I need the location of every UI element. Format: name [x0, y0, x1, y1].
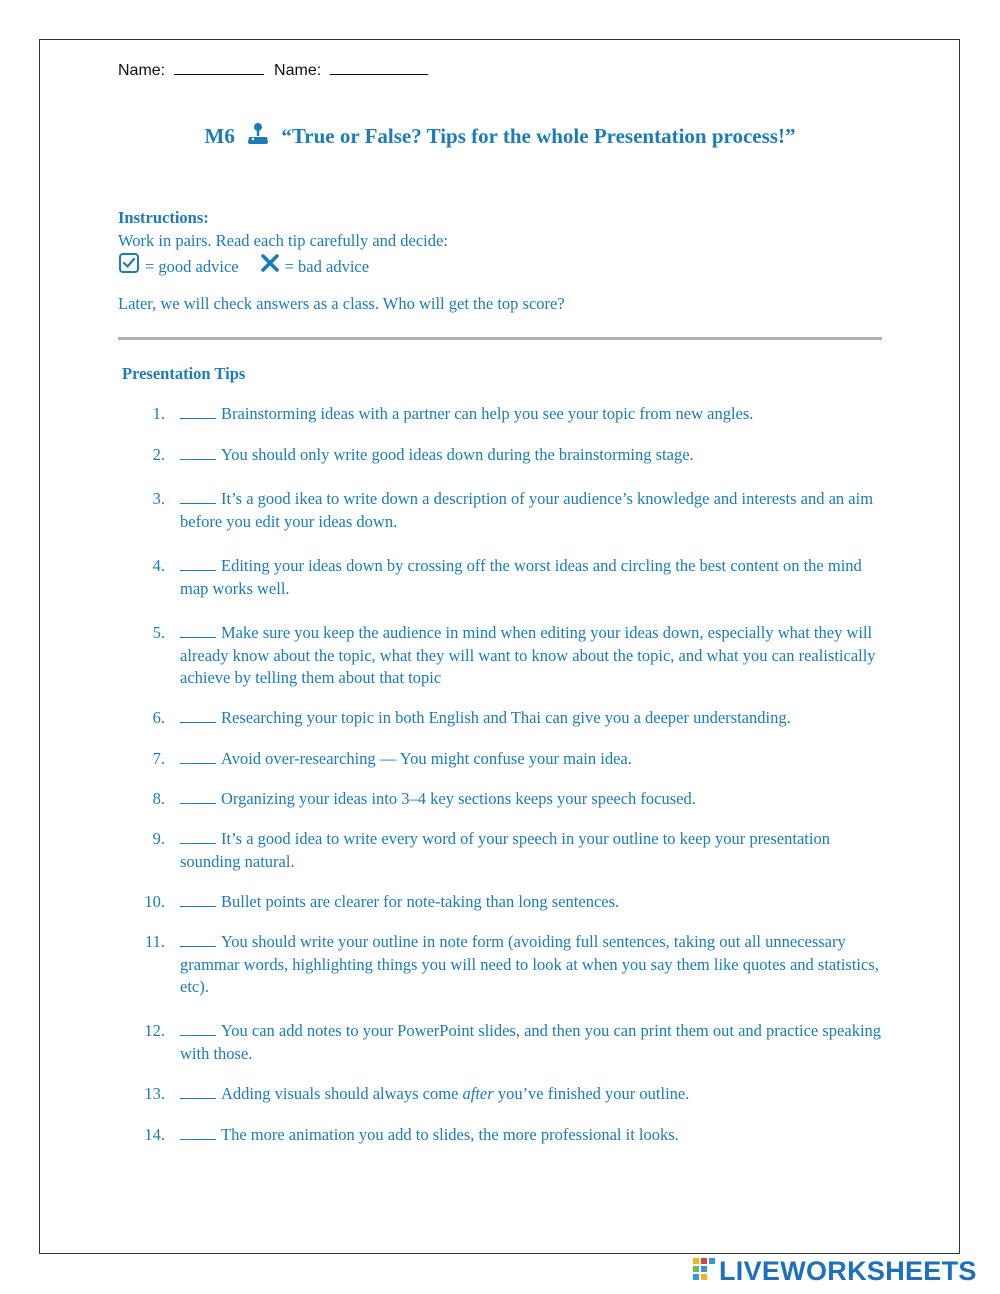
tip-text-emphasis: after — [462, 1084, 494, 1103]
tip-number: 7. — [152, 749, 165, 768]
answer-blank[interactable] — [180, 708, 216, 723]
answer-blank[interactable] — [180, 404, 216, 419]
tip-text — [180, 1083, 892, 1106]
tip-text-body: You should write your outline in note form (avoiding full sentences, taking out all unnecessary grammar words, highlighting things you will need to look at when you say them like quotes and statistics, etc). — [180, 932, 879, 996]
tip-text-body: Bullet points are clearer for note-taking than long sentences. — [221, 892, 620, 911]
answer-blank[interactable] — [180, 1084, 216, 1099]
good-advice-label: = good advice — [145, 256, 239, 276]
liveworksheets-logo — [692, 1256, 977, 1287]
name-input-2[interactable] — [330, 60, 428, 75]
title-text: “True or False? Tips for the whole Presentation process!” — [281, 124, 796, 148]
tip-number: 3. — [152, 489, 165, 508]
tip-text — [180, 1124, 892, 1147]
tip-text-body: Adding visuals should always come — [221, 1084, 463, 1103]
tip-text-body: The more animation you add to slides, the more professional it looks. — [221, 1125, 679, 1144]
name-input-1[interactable] — [174, 60, 264, 75]
tip-text — [180, 707, 892, 730]
tip-number: 6. — [152, 708, 165, 727]
legend-row — [118, 252, 565, 280]
tip-text-body: Organizing your ideas into 3–4 key sections keeps your speech focused. — [221, 789, 696, 808]
tip-number: 11. — [144, 932, 165, 951]
liveworksheets-logo-icon — [692, 1257, 716, 1286]
tip-text-body: Avoid over-researching — You might confuse your main idea. — [221, 749, 632, 768]
worksheet-title — [0, 122, 1000, 152]
section-title: Presentation Tips — [122, 364, 246, 383]
answer-blank[interactable] — [180, 1125, 216, 1140]
tip-number: 9. — [152, 829, 165, 848]
answer-blank[interactable] — [180, 556, 216, 571]
name-fields — [118, 60, 428, 80]
tip-text — [180, 891, 892, 914]
tip-text-body-end: you’ve finished your outline. — [493, 1084, 690, 1103]
joystick-icon — [246, 122, 270, 152]
tip-text-body: Brainstorming ideas with a partner can help you see your topic from new angles. — [221, 404, 754, 423]
logo-text: LIVEWORKSHEETS — [719, 1256, 977, 1286]
tip-text-body: Researching your topic in both English and Thai can give you a deeper understanding. — [221, 708, 791, 727]
tip-text — [180, 1020, 892, 1065]
tip-number: 8. — [152, 789, 165, 808]
tip-number: 5. — [152, 623, 165, 642]
answer-blank[interactable] — [180, 1021, 216, 1036]
tip-text-body: Editing your ideas down by crossing off the worst ideas and circling the best content on the mind map works well. — [180, 556, 862, 598]
answer-blank[interactable] — [180, 749, 216, 764]
bad-advice-label: = bad advice — [284, 256, 370, 276]
tip-text — [180, 788, 892, 811]
name-label-1: Name: — [118, 62, 166, 79]
answer-blank[interactable] — [180, 892, 216, 907]
answer-blank[interactable] — [180, 932, 216, 947]
tip-number: 2. — [152, 445, 165, 464]
tip-text — [180, 622, 892, 690]
tip-number: 12. — [144, 1021, 165, 1040]
tip-text — [180, 488, 892, 533]
tip-text-body: You can add notes to your PowerPoint slides, and then you can print them out and practice speaking with those. — [180, 1021, 882, 1063]
tip-text — [180, 555, 892, 600]
instructions — [118, 206, 565, 315]
tip-text-body: You should only write good ideas down during the brainstorming stage. — [221, 445, 694, 464]
checkbox-check-icon — [118, 252, 140, 280]
tip-text — [180, 403, 892, 426]
instructions-heading: Instructions: — [118, 208, 209, 227]
answer-blank[interactable] — [180, 489, 216, 504]
answer-blank[interactable] — [180, 445, 216, 460]
tip-number: 13. — [144, 1084, 165, 1103]
instructions-later: Later, we will check answers as a class. Who will get the top score? — [118, 294, 565, 313]
tip-number: 14. — [144, 1125, 165, 1144]
answer-blank[interactable] — [180, 789, 216, 804]
name-label-2: Name: — [274, 62, 322, 79]
tip-text — [180, 828, 892, 873]
tip-text — [180, 444, 892, 467]
answer-blank[interactable] — [180, 829, 216, 844]
tip-text — [180, 931, 892, 999]
answer-blank[interactable] — [180, 623, 216, 638]
tip-text-body: It’s a good idea to write every word of your speech in your outline to keep your presentation sounding natural. — [180, 829, 830, 871]
tip-number: 4. — [152, 556, 165, 575]
tip-text-body: It’s a good ikea to write down a description of your audience’s knowledge and interests and an aim before you edit your ideas down. — [180, 489, 874, 531]
tip-number: 10. — [144, 892, 165, 911]
cross-icon — [259, 252, 281, 280]
tip-text-body: Make sure you keep the audience in mind when editing your ideas down, especially what they will already know about the topic, what they will want to know about the topic, and what you can realistically achieve by telling them about that topic — [180, 623, 876, 687]
title-prefix: M6 — [204, 124, 235, 148]
tip-number: 1. — [152, 404, 165, 423]
section-divider — [118, 337, 882, 340]
instructions-line: Work in pairs. Read each tip carefully and decide: — [118, 231, 448, 250]
tip-text — [180, 748, 892, 771]
